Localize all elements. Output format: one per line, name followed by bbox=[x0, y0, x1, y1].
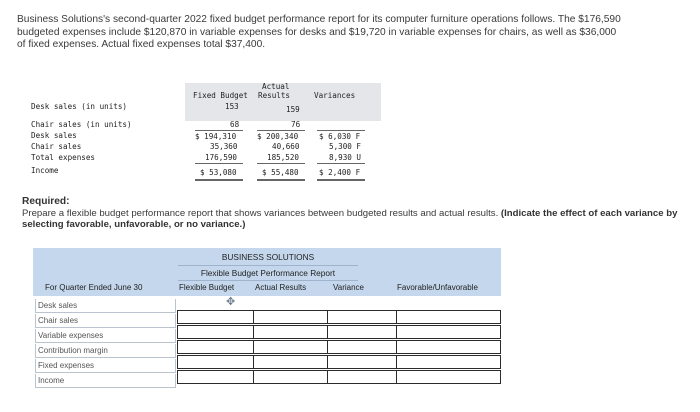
row-fixed: 153 bbox=[225, 102, 239, 111]
row-actual: $ 55,480 bbox=[262, 168, 299, 177]
flexible-budget-input[interactable] bbox=[177, 325, 254, 339]
variance-input[interactable] bbox=[327, 340, 397, 354]
col-fixed-budget: Fixed Budget bbox=[193, 91, 248, 100]
double-rule bbox=[257, 179, 305, 181]
row-fixed: $ 53,080 bbox=[200, 168, 237, 177]
favorable-unfavorable-select[interactable] bbox=[396, 370, 501, 384]
actual-results-input[interactable] bbox=[253, 355, 328, 369]
row-fixed: 35,360 bbox=[210, 142, 238, 151]
row-label-income: Income bbox=[35, 374, 176, 388]
variance-input[interactable] bbox=[327, 310, 397, 324]
row-var: 5,300 F bbox=[329, 142, 362, 151]
flexible-budget-table bbox=[33, 248, 503, 391]
problem-intro bbox=[17, 14, 687, 52]
actual-results-input[interactable] bbox=[253, 340, 328, 354]
row-actual: 185,520 bbox=[267, 153, 300, 162]
table-header bbox=[33, 248, 501, 296]
col-variance: Variance bbox=[333, 283, 364, 292]
double-rule bbox=[195, 179, 243, 181]
rule bbox=[317, 130, 365, 131]
rule bbox=[257, 130, 305, 131]
required-prompt bbox=[22, 208, 682, 231]
col-actual-2: Results bbox=[258, 91, 291, 100]
variance-input[interactable] bbox=[327, 370, 397, 384]
flexible-budget-input[interactable] bbox=[177, 340, 254, 354]
row-label: Total expenses bbox=[31, 153, 96, 162]
row-fixed: 176,590 bbox=[205, 153, 238, 162]
row-var: $ 2,400 F bbox=[319, 168, 361, 177]
flexible-budget-input[interactable] bbox=[177, 355, 254, 369]
fixed-budget-report bbox=[20, 83, 364, 183]
favorable-unfavorable-select[interactable] bbox=[396, 340, 501, 354]
favorable-unfavorable-select[interactable] bbox=[396, 310, 501, 324]
actual-results-input[interactable] bbox=[253, 370, 328, 384]
rule bbox=[195, 130, 243, 131]
variance-input[interactable] bbox=[327, 325, 397, 339]
divider bbox=[178, 265, 358, 266]
period-label: For Quarter Ended June 30 bbox=[45, 283, 143, 292]
row-label: Chair sales (in units) bbox=[31, 120, 132, 129]
row-var: $ 6,030 F bbox=[319, 132, 361, 141]
row-actual: $ 200,340 bbox=[257, 132, 299, 141]
rule bbox=[317, 163, 365, 164]
rule bbox=[257, 163, 305, 164]
row-label: Income bbox=[31, 166, 59, 175]
col-variances: Variances bbox=[314, 91, 356, 100]
col-favorable-unfavorable: Favorable/Unfavorable bbox=[397, 283, 478, 292]
flexible-budget-input[interactable] bbox=[177, 370, 254, 384]
col-actual-1: Actual bbox=[262, 82, 290, 91]
row-fixed: 68 bbox=[230, 120, 240, 129]
move-handle-icon[interactable]: ✥ bbox=[226, 296, 236, 308]
row-actual: 76 bbox=[291, 120, 301, 129]
row-actual: 159 bbox=[286, 105, 300, 114]
row-label-fixed-expenses: Fixed expenses bbox=[35, 359, 176, 373]
required-heading: Required: bbox=[22, 196, 70, 207]
variance-input[interactable] bbox=[327, 355, 397, 369]
company-name: BUSINESS SOLUTIONS bbox=[221, 252, 315, 262]
row-label-chair-sales: Chair sales bbox=[35, 314, 176, 328]
row-label-desk-sales: Desk sales bbox=[35, 299, 176, 313]
row-label: Desk sales (in units) bbox=[31, 102, 128, 111]
prompt-bold: (Indicate the effect of each variance by selecting favorable, unfavorable, or no variance.) bbox=[22, 208, 678, 231]
favorable-unfavorable-select[interactable] bbox=[396, 355, 501, 369]
actual-results-input[interactable] bbox=[253, 325, 328, 339]
row-label: Desk sales bbox=[31, 131, 77, 140]
favorable-unfavorable-select[interactable] bbox=[396, 325, 501, 339]
row-label: Chair sales bbox=[31, 142, 82, 151]
col-flexible-budget: Flexible Budget bbox=[179, 283, 235, 292]
prompt-text: Prepare a flexible budget performance report that shows variances between budgeted results and actual results. bbox=[22, 208, 499, 219]
row-label-contribution-margin: Contribution margin bbox=[35, 344, 176, 358]
row-actual: 40,660 bbox=[272, 142, 300, 151]
report-title: Flexible Budget Performance Report bbox=[200, 268, 336, 278]
row-label-variable-expenses: Variable expenses bbox=[35, 329, 176, 343]
intro-line-2: budgeted expenses include $120,870 in variable expenses for desks and $19,720 in variable expenses for chairs, as well as $36,000 bbox=[17, 26, 617, 38]
col-actual-results: Actual Results bbox=[255, 283, 307, 292]
intro-line-1: Business Solutions's second-quarter 2022 fixed budget performance report for its computer furniture operations follows. The $176,590 bbox=[17, 14, 621, 25]
row-fixed: $ 194,310 bbox=[195, 132, 237, 141]
actual-results-input[interactable] bbox=[253, 310, 328, 324]
divider bbox=[178, 280, 358, 281]
intro-line-3: of fixed expenses. Actual fixed expenses total $37,400. bbox=[17, 39, 266, 50]
row-var: 8,930 U bbox=[329, 153, 362, 162]
double-rule bbox=[317, 179, 365, 181]
flexible-budget-input[interactable] bbox=[177, 310, 254, 324]
rule bbox=[195, 163, 243, 164]
